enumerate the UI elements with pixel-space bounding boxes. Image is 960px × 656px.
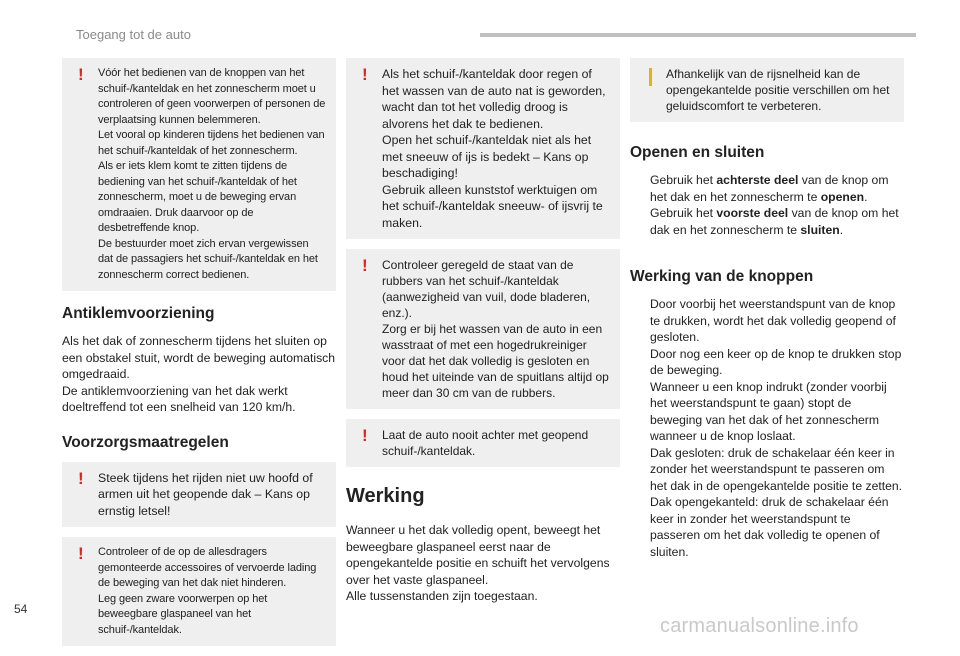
list-item: Dak opengekanteld: druk de schakelaar één keer in zonder het weerstandspunt te passeren om het dak volledig te openen of sluiten. xyxy=(650,495,889,559)
header-divider xyxy=(480,33,916,37)
list-item: Door nog een keer op de knop te drukken stop de beweging. xyxy=(650,346,902,377)
warning-icon: ! xyxy=(362,256,368,275)
warning-text: Als het schuif-/kanteldak door regen of het wassen van de auto nat is geworden, wacht dan tot het volledig droog is alvorens het dak te bedienen. Open het schuif-/kanteldak niet als het met sneeuw of ijs is bedekt – Kans op beschadiging! Gebruik alleen kunststof werktuigen om het schuif-/kanteldak sneeuw- of ijsvrij te maken. xyxy=(382,67,606,230)
warning-box xyxy=(62,462,336,528)
warning-icon: ! xyxy=(362,65,368,84)
list-item: Wanneer u een knop indrukt (zonder voorbij het weerstandspunt te gaan) stopt de beweging van het dak of het zonnescherm wanneer u de knop loslaat. xyxy=(650,379,887,443)
paragraph-antiklem: Als het dak of zonnescherm tijdens het sluiten op een obstakel stuit, wordt de beweging automatisch omgedraaid. De antiklemvoorziening van het dak werkt doeltreffend tot een snelheid van 120 km/h. xyxy=(62,334,336,414)
column-middle xyxy=(346,58,620,605)
column-right xyxy=(630,58,904,560)
info-icon xyxy=(649,68,652,86)
warning-icon: ! xyxy=(362,426,368,445)
column-left xyxy=(62,58,336,656)
warning-box xyxy=(346,58,620,239)
warning-box xyxy=(62,537,336,646)
heading-werking-knoppen: Werking van de knoppen xyxy=(630,268,814,285)
paragraph-werking: Wanneer u het dak volledig opent, beweegt het beweegbare glaspaneel eerst naar de opengekantelde positie en schuift het vervolgens over het vaste glaspaneel. Alle tussenstanden zijn toegestaan. xyxy=(346,523,610,603)
list-item: Gebruik het achterste deel van de knop om het dak en het zonnescherm te openen. xyxy=(650,173,889,204)
info-box xyxy=(630,58,904,122)
heading-voorzorg: Voorzorgsmaatregelen xyxy=(62,433,229,451)
buttons-list xyxy=(630,296,904,560)
warning-box xyxy=(62,58,336,291)
section-title: Toegang tot de auto xyxy=(76,27,191,42)
page-number: 54 xyxy=(14,602,28,616)
warning-icon: ! xyxy=(78,468,84,488)
warning-text: Controleer of de op de allesdragers gemonteerde accessoires of vervoerde lading de beweging van het dak niet hinderen. Leg geen zware voorwerpen op het beweegbare glaspaneel van het schuif-/kanteldak. xyxy=(98,546,317,636)
heading-openen-sluiten: Openen en sluiten xyxy=(630,144,765,161)
warning-icon: ! xyxy=(78,544,84,563)
list-item: Door voorbij het weerstandspunt van de knop te drukken, wordt het dak volledig geopend of gesloten. xyxy=(650,297,896,344)
open-close-list xyxy=(630,172,904,238)
watermark: carmanualsonline.info xyxy=(660,615,859,637)
warning-text: Laat de auto nooit achter met geopend schuif-/kanteldak. xyxy=(382,428,589,458)
heading-werking: Werking xyxy=(346,485,425,507)
warning-box xyxy=(346,419,620,467)
warning-icon: ! xyxy=(78,65,84,84)
warning-text: Controleer geregeld de staat van de rubbers van het schuif-/kanteldak (aanwezigheid van vuil, dode bladeren, enz.). Zorg er bij het wassen van de auto in een wasstraat of met een hogedrukreiniger voor dat het dak volledig is gesloten en houd het uiteinde van de spuitlans altijd op meer dan 30 cm van de rubbers. xyxy=(382,258,609,400)
list-item: Dak gesloten: druk de schakelaar één keer in zonder het weerstandspunt te passeren om het dak in de opengekantelde positie te zetten. xyxy=(650,445,903,493)
warning-box xyxy=(346,249,620,409)
list-item: Gebruik het voorste deel van de knop om het dak en het zonnescherm te sluiten. xyxy=(650,206,899,237)
heading-antiklem: Antiklemvoorziening xyxy=(62,305,215,322)
warning-text: Steek tijdens het rijden niet uw hoofd of armen uit het geopende dak – Kans op ernstig letsel! xyxy=(98,470,313,518)
info-text: Afhankelijk van de rijsnelheid kan de opengekantelde positie verschillen om het geluidscomfort te verbeteren. xyxy=(666,67,890,113)
warning-text: Vóór het bedienen van de knoppen van het schuif-/kanteldak en het zonnescherm moet u controleren of geen voorwerpen of personen de verplaatsing kunnen belemmeren. Let vooral op kinderen tijdens het bedienen van het schuif-/kanteldak of het zonnescherm. Als er iets klem komt te zitten tijdens de bediening van het schuif-/kanteldak of het zonnescherm, moet u de beweging ervan omdraaien. Druk daarvoor op de desbetreffende knop. De bestuurder moet zich ervan vergewissen dat de passagiers het schuif-/kanteldak en het zonnescherm correct bedienen. xyxy=(98,67,326,281)
